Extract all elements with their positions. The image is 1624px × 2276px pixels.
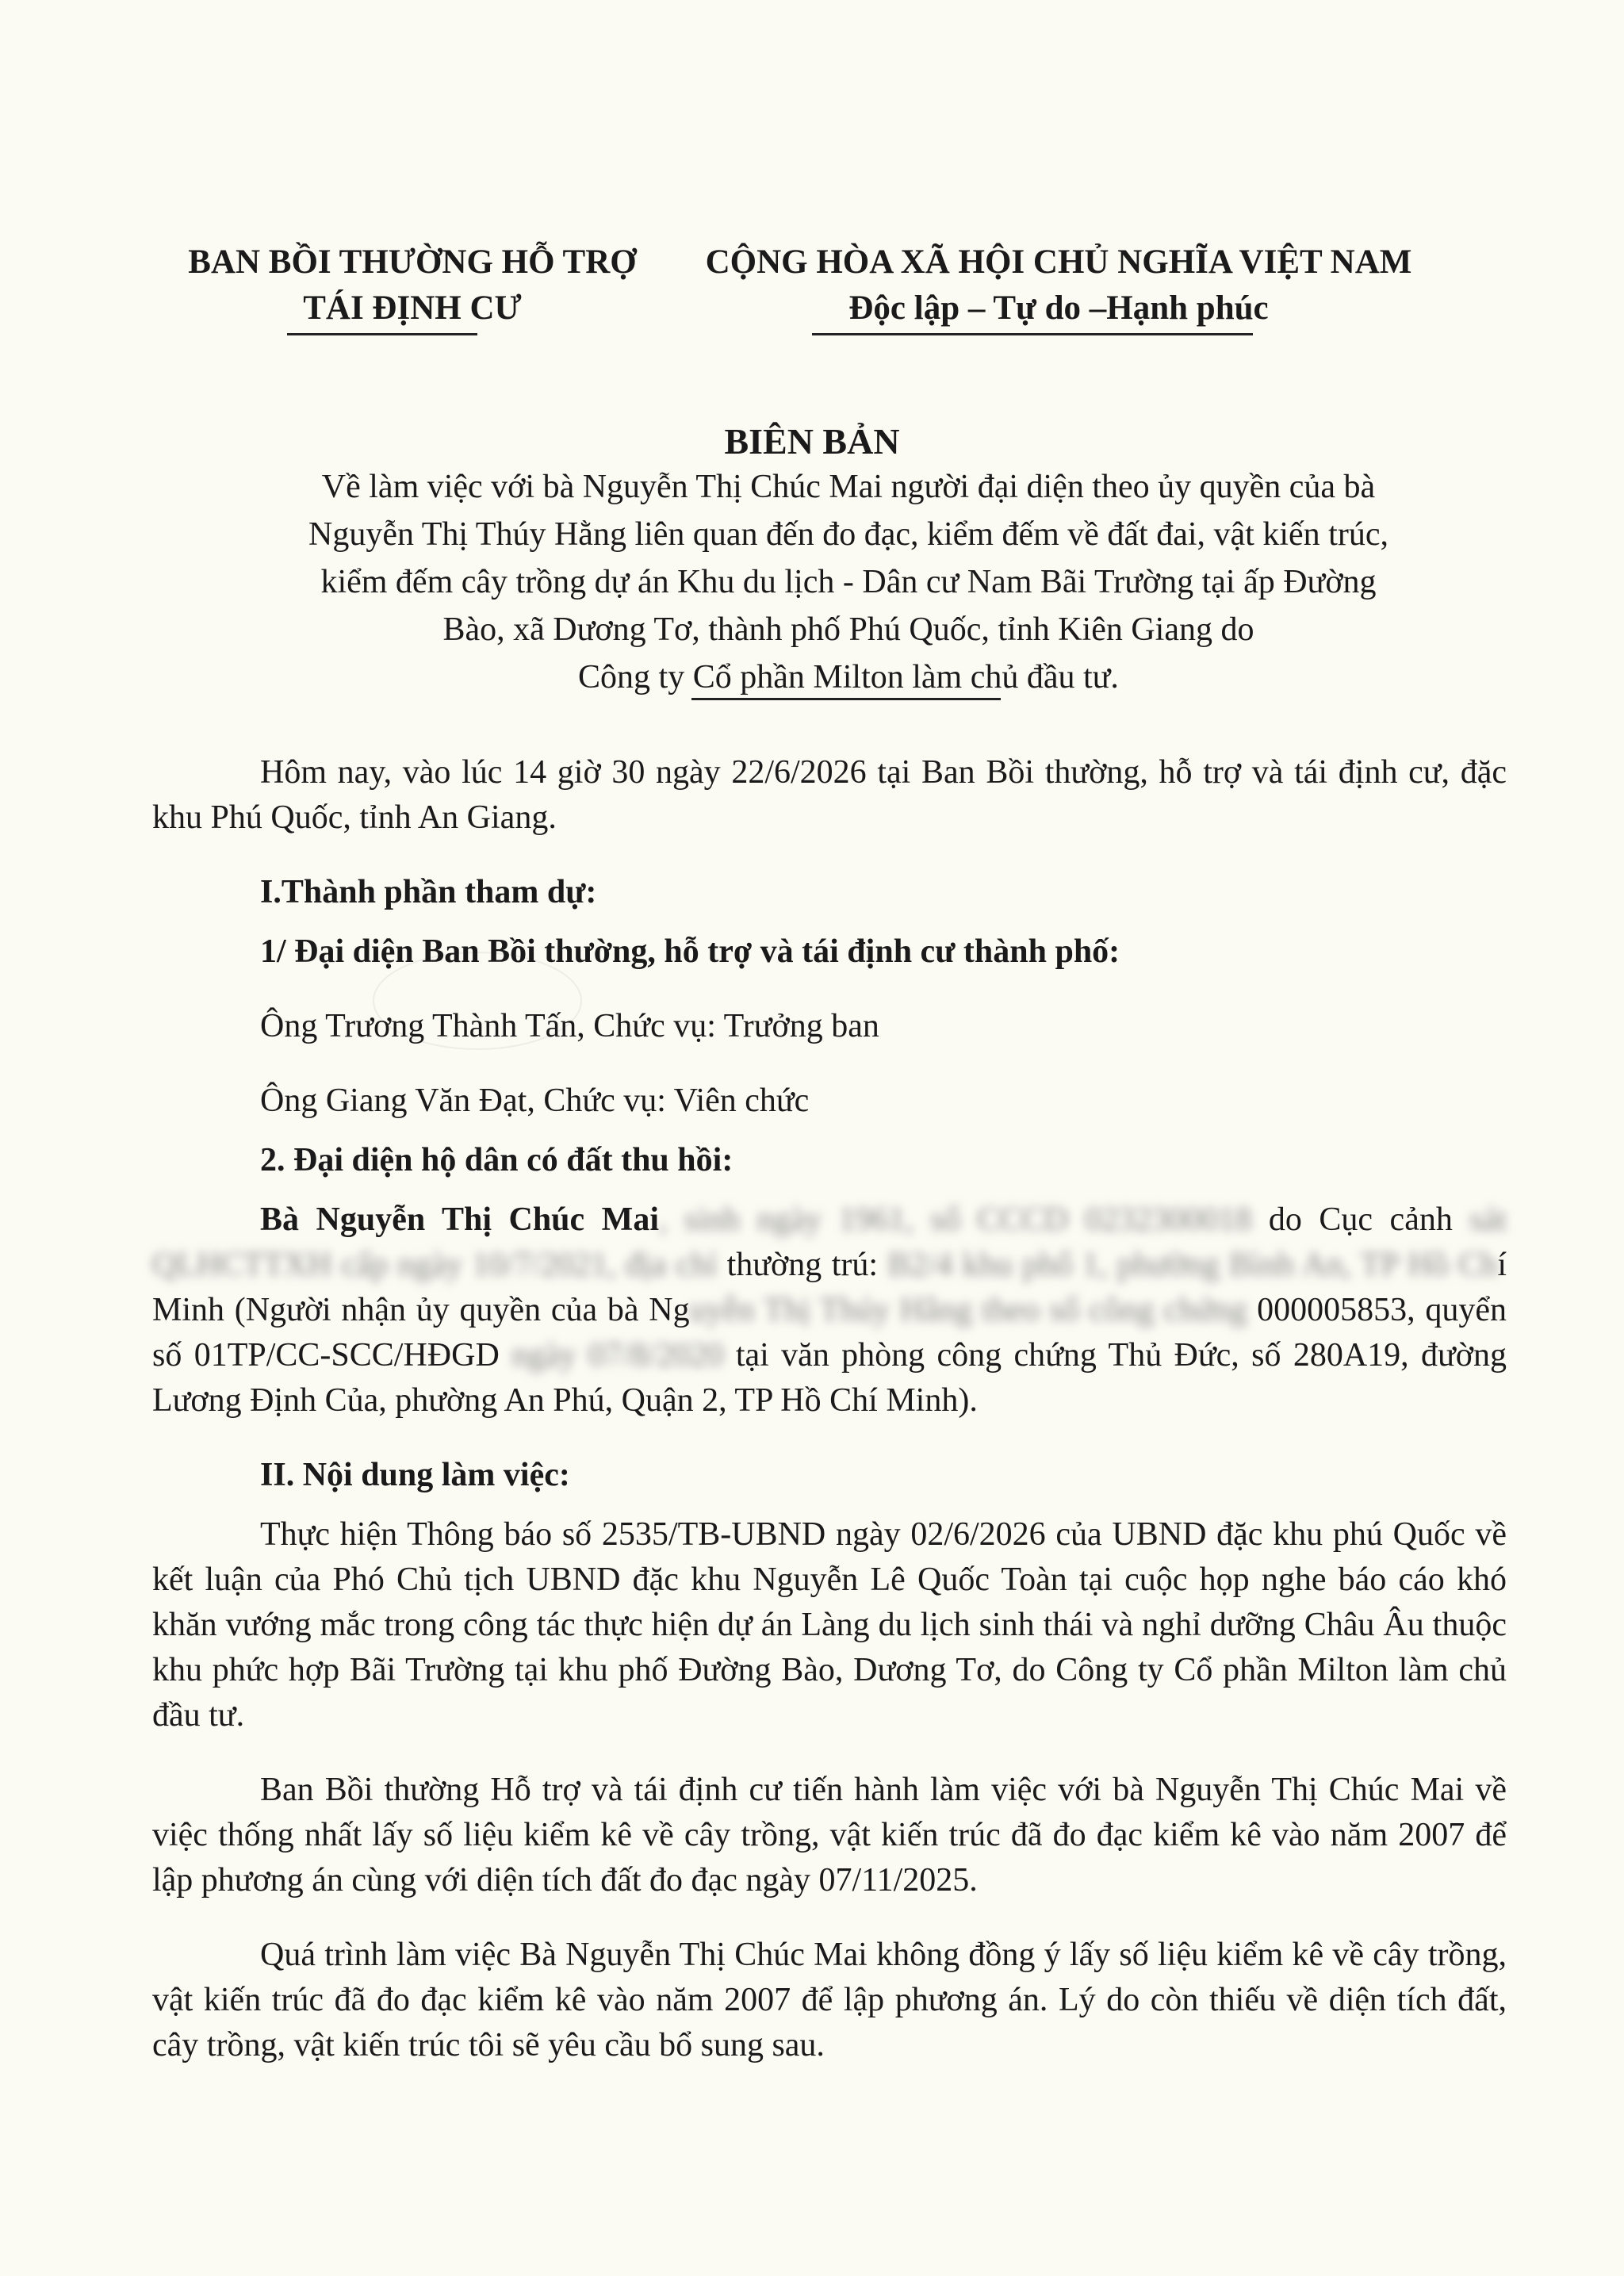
subject-line: Về làm việc với bà Nguyễn Thị Chúc Mai người đại diện theo ủy quyền của bà <box>321 469 1376 505</box>
agency-header <box>159 239 666 331</box>
content-paragraph-1: Thực hiện Thông báo số 2535/TB-UBND ngày 02/6/2026 của UBND đặc khu phú Quốc về kết luận của Phó Chủ tịch UBND đặc khu Nguyễn Lê Quốc Toàn tại cuộc họp nghe báo cáo khó khăn vướng mắc trong công tác thực hiện dự án Làng du lịch sinh thái và nghỉ dưỡng Châu Âu thuộc khu phức hợp Bãi Trường tại khu phố Đường Bào, Dương Tơ, do Công ty Cổ phần Milton làm chủ đầu tư. <box>152 1516 1507 1734</box>
nation-motto: Độc lập – Tự do –Hạnh phúc <box>848 289 1269 327</box>
redacted-text: sát QLHCTTXH cấp ngày 10/7/2021, địa chỉ <box>152 1201 1507 1283</box>
rep-text: tại văn phòng công chứng Thủ Đức, số 280A19, đường Lương Định Của, phường An Phú, Quận 2, TP Hồ Chí Minh). <box>152 1337 1507 1419</box>
subject-line: Nguyễn Thị Thúy Hằng liên quan đến đo đạc, kiểm đếm về đất đai, vật kiến trúc, <box>308 516 1388 553</box>
national-header <box>682 239 1435 331</box>
motto-underline <box>812 333 1253 335</box>
representative-paragraph <box>152 1197 1507 1423</box>
agency-name-line1: BAN BỒI THƯỜNG HỖ TRỢ <box>188 243 637 281</box>
attendee-2: Ông Giang Văn Đạt, Chức vụ: Viên chức <box>260 1082 810 1119</box>
section-2-heading: II. Nội dung làm việc: <box>260 1457 570 1493</box>
content-paragraph-2: Ban Bồi thường Hỗ trợ và tái định cư tiến hành làm việc với bà Nguyễn Thị Chúc Mai về việc thống nhất lấy số liệu kiểm kê về cây trồng, vật kiến trúc đã đo đạc kiểm kê vào năm 2007 để lập phương án cùng với diện tích đất đo đạc ngày 07/11/2025. <box>152 1772 1507 1899</box>
rep-text: 000005853, quyển số 01TP/CC-SCC/HĐGD <box>152 1292 1507 1374</box>
redacted-text: uyễn Thị Thúy Hằng theo số công chứng <box>689 1292 1247 1328</box>
subject-line: Bào, xã Dương Tơ, thành phố Phú Quốc, tỉnh Kiên Giang do <box>442 611 1254 648</box>
content-paragraph-3: Quá trình làm việc Bà Nguyễn Thị Chúc Mai không đồng ý lấy số liệu kiểm kê về cây trồng, vật kiến trúc đã đo đạc kiểm kê vào năm 2007 để lập phương án. Lý do còn thiếu về diện tích đất, cây trồng, vật kiến trúc tôi sẽ yêu cầu bổ sung sau. <box>152 1937 1507 2063</box>
document-title: BIÊN BẢN <box>724 421 900 462</box>
rep-text: do Cục cảnh <box>1251 1201 1453 1238</box>
section-1-heading: I.Thành phần tham dự: <box>260 874 597 910</box>
redacted-text: ngày 07/8/2020 <box>499 1337 724 1374</box>
nation-name: CỘNG HÒA XÃ HỘI CHỦ NGHĨA VIỆT NAM <box>705 243 1412 281</box>
subject-underline <box>691 698 1001 700</box>
household-representative-heading: 2. Đại diện hộ dân có đất thu hồi: <box>260 1142 733 1178</box>
redacted-text: B2/4 khu phố 1, phường Bình An, TP Hồ Ch <box>878 1247 1498 1283</box>
agency-name-line2: TÁI ĐỊNH CƯ <box>303 289 522 327</box>
representative-name: Bà Nguyễn Thị Chúc Mai <box>260 1201 659 1238</box>
rep-text: í Minh (Người nhận ủy quyền của bà Ng <box>152 1247 1507 1328</box>
document-body <box>152 750 1507 2098</box>
rep-text: thường trú: <box>717 1247 879 1283</box>
document-subject <box>198 463 1499 701</box>
subject-line: kiểm đếm cây trồng dự án Khu du lịch - Dân cư Nam Bãi Trường tại ấp Đường <box>320 564 1377 600</box>
attendee-1: Ông Trương Thành Tấn, Chức vụ: Trưởng ban <box>260 1008 879 1044</box>
subject-line: Công ty Cổ phần Milton làm chủ đầu tư. <box>578 659 1119 695</box>
redacted-text: , sinh ngày 1961, số CCCD 0232300018 <box>659 1201 1252 1238</box>
intro-paragraph: Hôm nay, vào lúc 14 giờ 30 ngày 22/6/2026 tại Ban Bồi thường, hỗ trợ và tái định cư, đặc khu Phú Quốc, tỉnh An Giang. <box>152 754 1507 836</box>
agency-underline <box>287 333 477 335</box>
agency-representatives-heading: 1/ Đại diện Ban Bồi thường, hỗ trợ và tái định cư thành phố: <box>260 933 1120 970</box>
